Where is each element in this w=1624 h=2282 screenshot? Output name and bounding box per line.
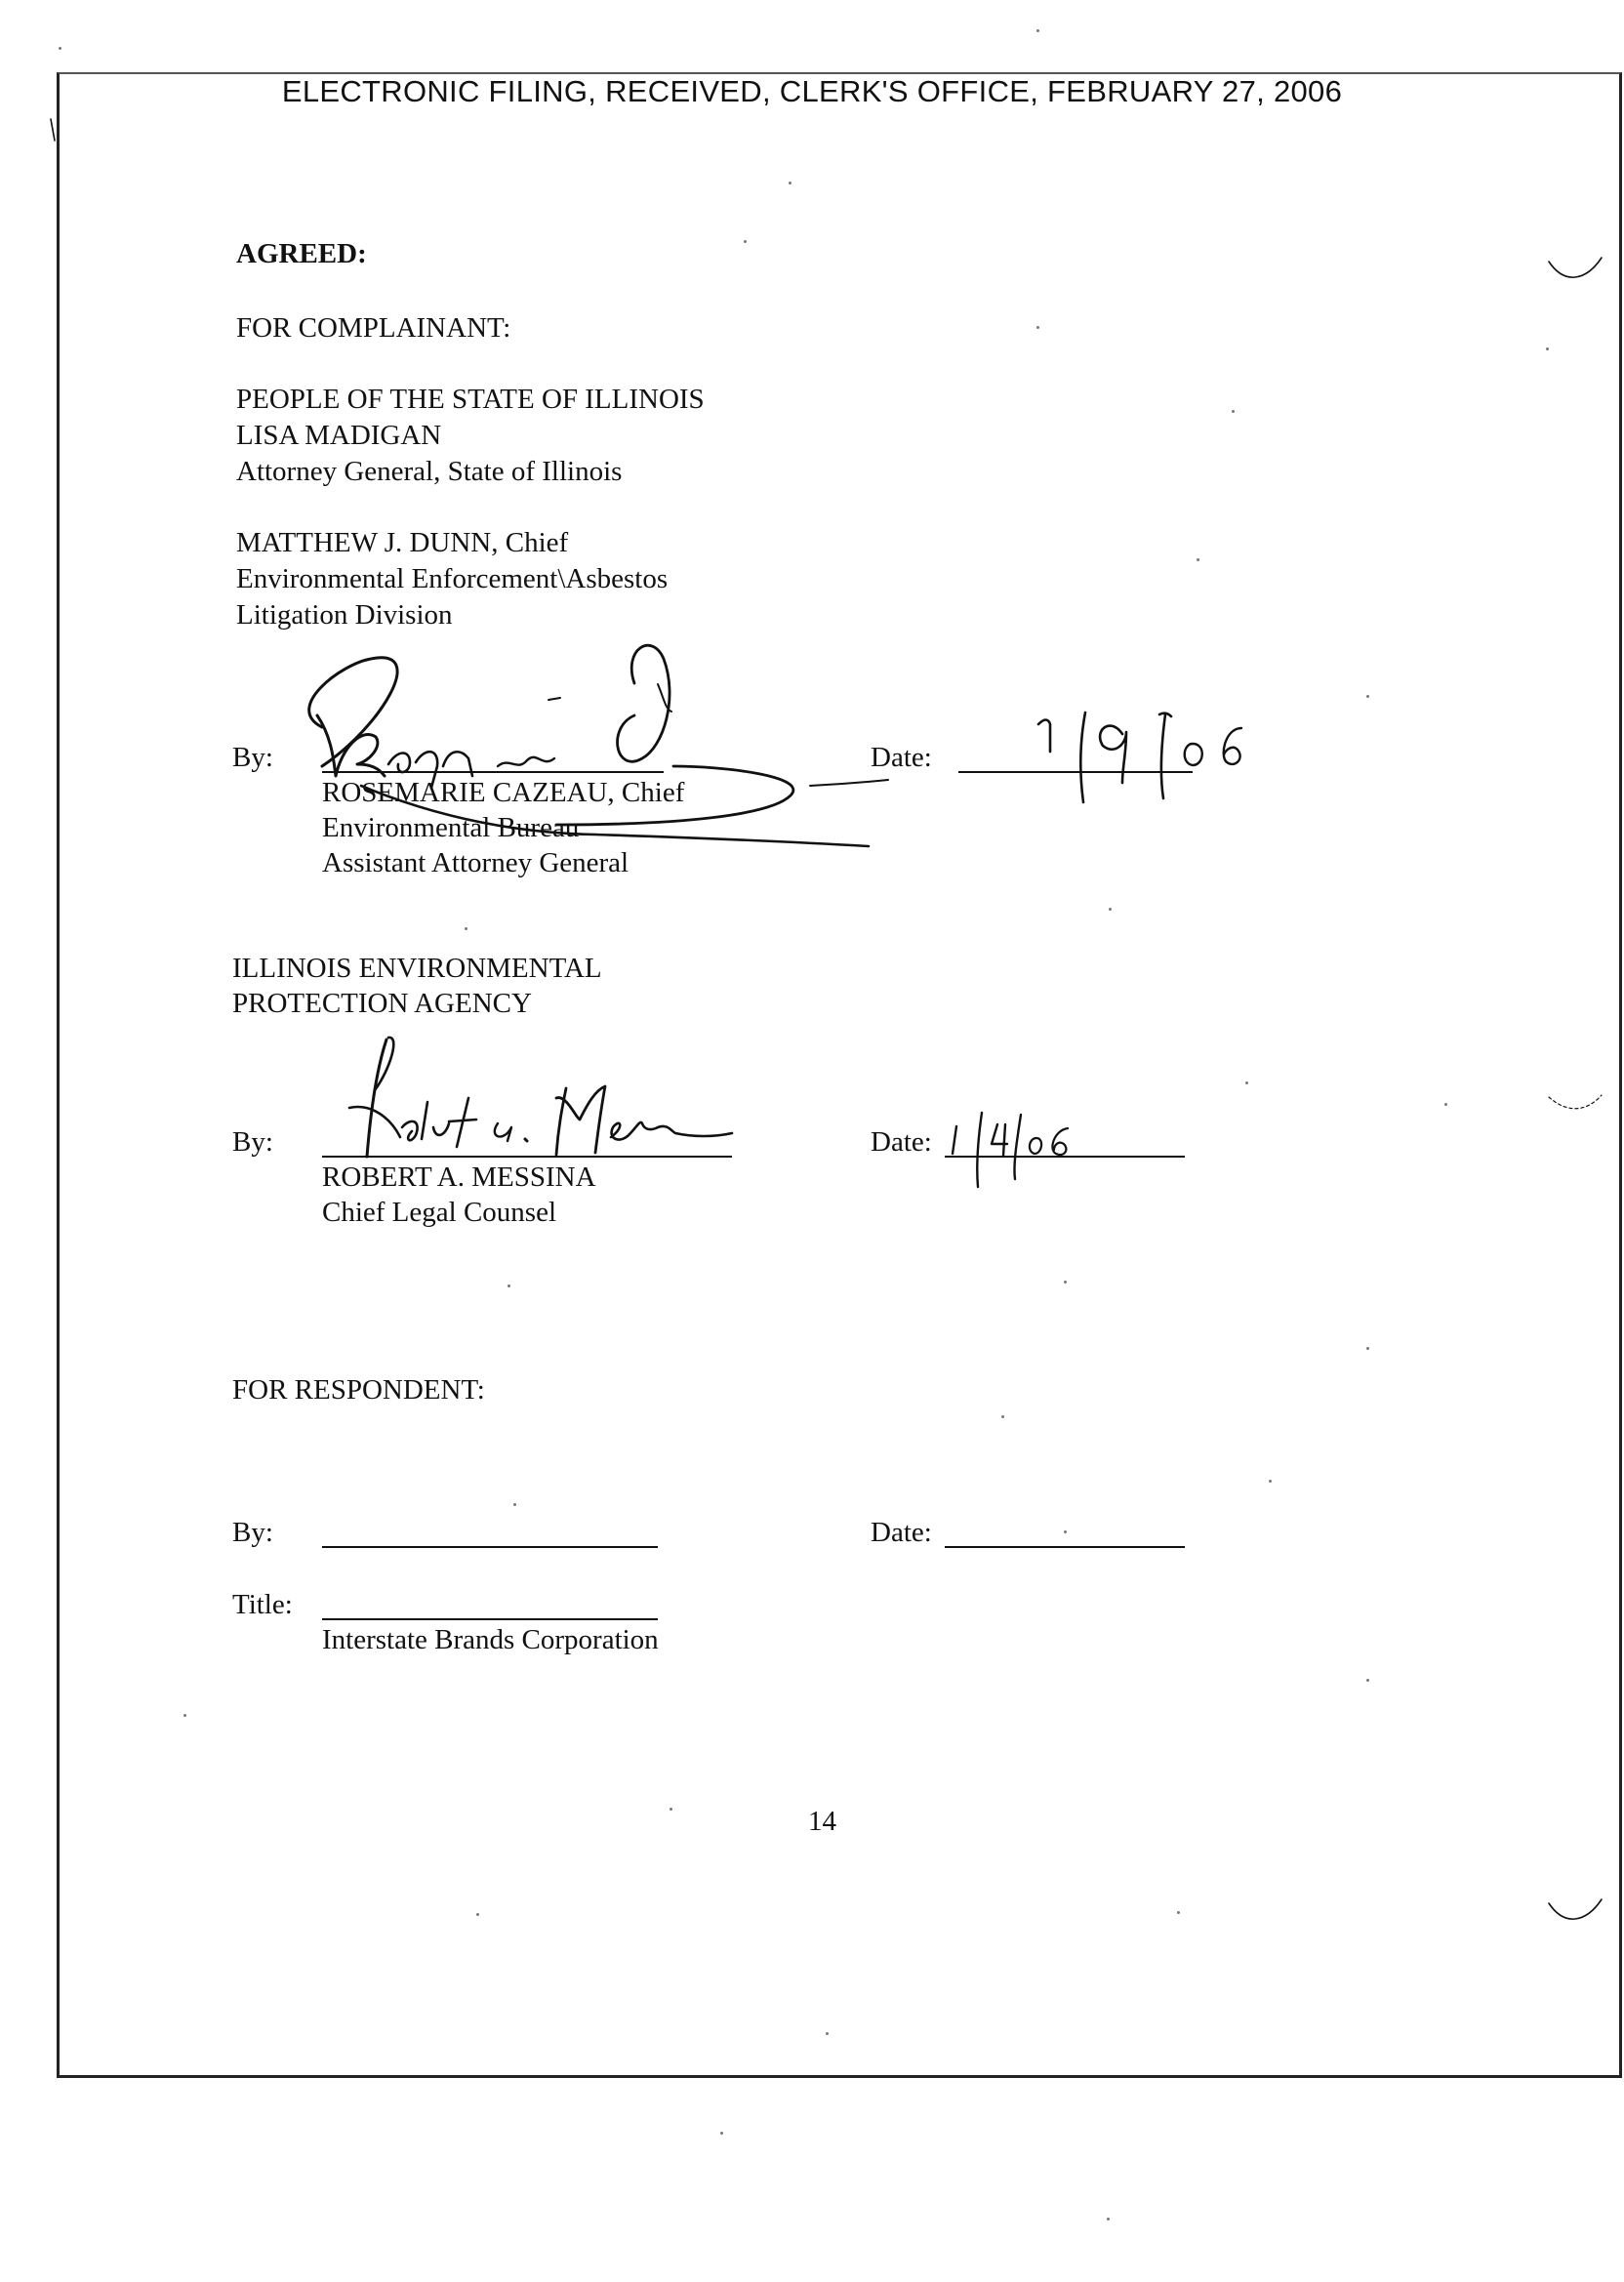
respondent-heading: FOR RESPONDENT: xyxy=(232,1374,485,1406)
division-name-cont: Litigation Division xyxy=(236,599,453,631)
signer2-by-label: By: xyxy=(232,1126,273,1158)
signer2-name: ROBERT A. MESSINA xyxy=(322,1161,596,1193)
respondent-signature-line[interactable] xyxy=(322,1546,658,1548)
signer2-handwritten-date xyxy=(943,1111,1099,1189)
signer2-title: Chief Legal Counsel xyxy=(322,1197,557,1228)
signer1-title-2: Assistant Attorney General xyxy=(322,847,629,878)
signer2-signature xyxy=(332,1030,742,1176)
respondent-by-label: By: xyxy=(232,1517,273,1548)
party-name: PEOPLE OF THE STATE OF ILLINOIS xyxy=(236,384,705,415)
complainant-heading: FOR COMPLAINANT: xyxy=(236,312,511,344)
attorney-name: LISA MADIGAN xyxy=(236,420,442,451)
respondent-date-line[interactable] xyxy=(945,1546,1185,1548)
filing-banner: ELECTRONIC FILING, RECEIVED, CLERK'S OFFICE, FEBRUARY 27, 2006 xyxy=(281,74,1343,108)
division-chief: MATTHEW J. DUNN, Chief xyxy=(236,527,569,558)
page-border xyxy=(57,72,1622,2078)
respondent-company: Interstate Brands Corporation xyxy=(322,1624,659,1655)
division-name: Environmental Enforcement\Asbestos xyxy=(236,563,669,594)
signer1-title: Environmental Bureau xyxy=(322,812,580,843)
page-number: 14 xyxy=(808,1806,836,1837)
respondent-date-label: Date: xyxy=(871,1517,932,1548)
agency-name: ILLINOIS ENVIRONMENTAL xyxy=(232,953,602,984)
signer2-date-label: Date: xyxy=(871,1126,932,1158)
signer1-handwritten-date xyxy=(1025,705,1259,812)
respondent-title-line[interactable] xyxy=(322,1618,658,1620)
agency-name-cont: PROTECTION AGENCY xyxy=(232,988,532,1019)
signer1-date-label: Date: xyxy=(871,742,932,773)
respondent-title-label: Title: xyxy=(232,1589,293,1620)
signer1-by-label: By: xyxy=(232,742,273,773)
agreed-heading: AGREED: xyxy=(236,238,367,269)
signer1-name: ROSEMARIE CAZEAU, Chief xyxy=(322,777,685,808)
attorney-title: Attorney General, State of Illinois xyxy=(236,456,623,487)
